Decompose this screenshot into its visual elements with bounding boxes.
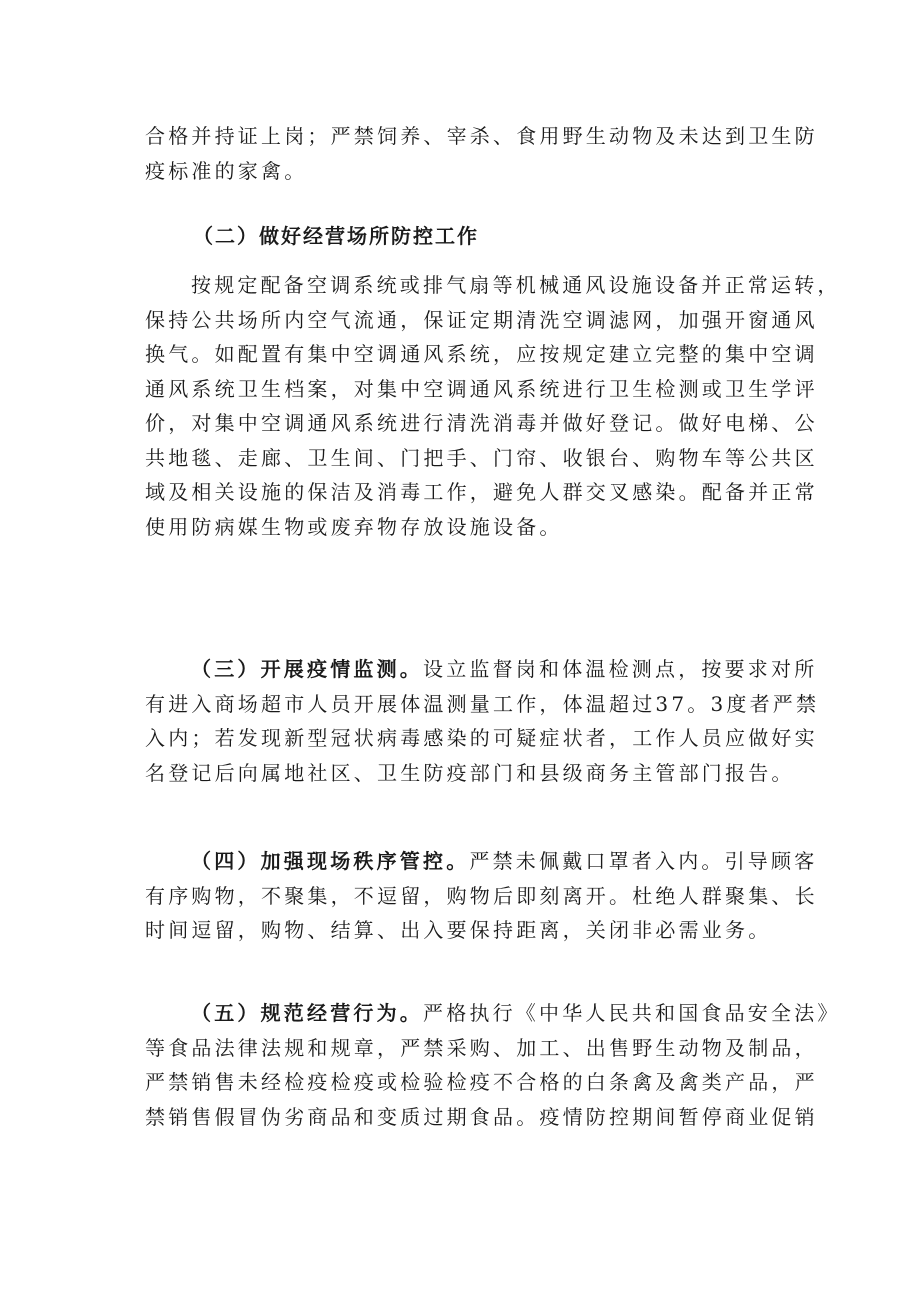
text-line: 换气。如配置有集中空调通风系统，应按规定建立完整的集中空调 xyxy=(145,342,818,366)
text-line: 通风系统卫生档案，对集中空调通风系统进行卫生检测或卫生学评 xyxy=(145,376,818,401)
text-line: 禁销售假冒伪劣商品和变质过期食品。疫情防控期间暂停商业促销 xyxy=(145,1104,818,1129)
paragraph-lead: （三）开展疫情监测。 xyxy=(191,657,423,681)
paragraph-3 xyxy=(145,652,820,790)
paragraph-1 xyxy=(145,119,818,188)
text-line: 保持公共场所内空气流通，保证定期清洗空调滤网，加强开窗通风 xyxy=(145,307,818,332)
text-line: 使用防病媒生物或废弃物存放设施设备。 xyxy=(145,514,563,539)
text-line: 有序购物，不聚集，不逗留，购物后即刻离开。杜绝人群聚集、长 xyxy=(145,883,818,908)
text-line: 入内；若发现新型冠状病毒感染的可疑症状者，工作人员应做好实 xyxy=(145,726,818,750)
paragraph-2 xyxy=(145,268,841,544)
section-heading-2: （二）做好经营场所防控工作 xyxy=(193,224,479,248)
text-line: 价，对集中空调通风系统进行清洗消毒并做好登记。做好电梯、公 xyxy=(145,411,818,435)
text-line: 合格并持证上岗；严禁饲养、宰杀、食用野生动物及未达到卫生防 xyxy=(145,124,818,148)
text-line xyxy=(145,996,841,1031)
paragraph-5 xyxy=(145,996,841,1134)
text-line: 疫标准的家禽。 xyxy=(145,158,308,183)
paragraph-lead: （五）规范经营行为。 xyxy=(191,1001,423,1025)
paragraph-4 xyxy=(145,844,818,948)
text-line: 时间逗留，购物、结算、出入要保持距离，关闭非必需业务。 xyxy=(145,918,772,942)
text-line xyxy=(145,652,818,687)
text-line: 严禁销售未经检疫检疫或检验检疫不合格的白条禽及禽类产品，严 xyxy=(145,1070,818,1094)
text-line: 共地毯、走廊、卫生间、门把手、门帘、收银台、购物车等公共区 xyxy=(145,445,818,470)
paragraph-text: 严禁未佩戴口罩者入内。引导顾客 xyxy=(469,849,818,873)
paragraph-text: 设立监督岗和体温检测点，按要求对所 xyxy=(423,657,818,681)
text-line: 等食品法律法规和规章，严禁采购、加工、出售野生动物及制品， xyxy=(145,1035,818,1060)
paragraph-lead: （四）加强现场秩序管控。 xyxy=(191,849,470,873)
text-line: 按规定配备空调系统或排气扇等机械通风设施设备并正常运转， xyxy=(191,273,841,297)
text-line xyxy=(145,844,818,879)
text-line: 名登记后向属地社区、卫生防疫部门和县级商务主管部门报告。 xyxy=(145,760,795,785)
paragraph-text: 严格执行《中华人民共和国食品安全法》 xyxy=(423,1001,841,1025)
text-line: 域及相关设施的保洁及消毒工作，避免人群交叉感染。配备并正常 xyxy=(145,480,818,504)
text-line: 有进入商场超市人员开展体温测量工作，体温超过37。3度者严禁 xyxy=(145,691,820,716)
